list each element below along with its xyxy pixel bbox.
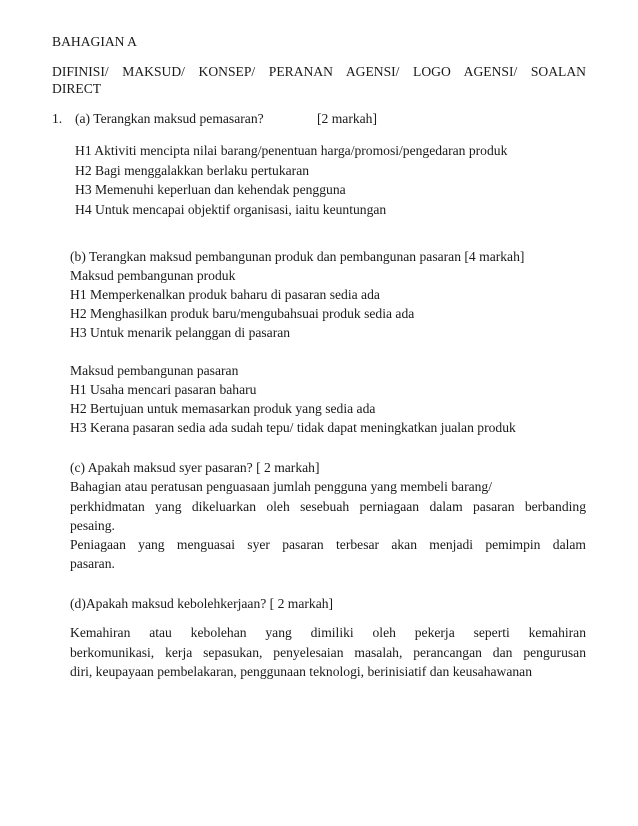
question-1a-marks: [2 markah]	[317, 111, 378, 126]
answer-1b-market-h1: H1 Usaha mencari pasaran baharu	[70, 382, 257, 397]
section-title: BAHAGIAN A	[52, 34, 137, 49]
question-1a-text: (a) Terangkan maksud pemasaran?	[75, 111, 264, 126]
question-number: 1.	[52, 111, 63, 126]
answer-1c-line1: Bahagian atau peratusan penguasaan jumlah pengguna yang membeli barang/	[70, 479, 493, 494]
answer-1c-line5: pasaran.	[70, 556, 115, 571]
answer-1a-h2: H2 Bagi menggalakkan berlaku pertukaran	[75, 163, 310, 178]
answer-1c-line4: Peniagaan yang menguasai syer pasaran terbesar akan menjadi pemimpin dalam	[70, 537, 586, 552]
answer-1b-product-h3: H3 Untuk menarik pelanggan di pasaran	[70, 325, 291, 340]
answer-1b-market-heading: Maksud pembangunan pasaran	[70, 363, 239, 378]
answer-1a-h4: H4 Untuk mencapai objektif organisasi, iaitu keuntungan	[75, 202, 387, 217]
answer-1b-product-h2: H2 Menghasilkan produk baru/mengubahsuai produk sedia ada	[70, 306, 415, 321]
section-subtitle-line2: DIRECT	[52, 81, 102, 96]
answer-1b-product-heading: Maksud pembangunan produk	[70, 268, 236, 283]
question-1c-text: (c) Apakah maksud syer pasaran? [ 2 markah]	[70, 460, 320, 475]
answer-1c-line3: pesaing.	[70, 518, 115, 533]
question-1b-text: (b) Terangkan maksud pembangunan produk dan pembangunan pasaran [4 markah]	[70, 249, 525, 264]
answer-1b-market-h2: H2 Bertujuan untuk memasarkan produk yang sedia ada	[70, 401, 376, 416]
answer-1c-line2: perkhidmatan yang dikeluarkan oleh sesebuah perniagaan dalam pasaran berbanding	[70, 499, 586, 514]
section-subtitle-line1: DIFINISI/ MAKSUD/ KONSEP/ PERANAN AGENSI/ LOGO AGENSI/ SOALAN	[52, 64, 586, 79]
answer-1a-h3: H3 Memenuhi keperluan dan kehendak pengguna	[75, 182, 346, 197]
answer-1d-line3: diri, keupayaan pembelakaran, penggunaan teknologi, berinisiatif dan keusahawanan	[70, 664, 533, 679]
answer-1b-market-h3: H3 Kerana pasaran sedia ada sudah tepu/ tidak dapat meningkatkan jualan produk	[70, 420, 516, 435]
answer-1a-h1: H1 Aktiviti mencipta nilai barang/penentuan harga/promosi/pengedaran produk	[75, 143, 508, 158]
answer-1b-product-h1: H1 Memperkenalkan produk baharu di pasaran sedia ada	[70, 287, 380, 302]
question-1d-text: (d)Apakah maksud kebolehkerjaan? [ 2 markah]	[70, 596, 334, 611]
answer-1d-line1: Kemahiran atau kebolehan yang dimiliki oleh pekerja seperti kemahiran	[70, 625, 586, 640]
answer-1d-line2: berkomunikasi, kerja sepasukan, penyelesaian masalah, perancangan dan pengurusan	[70, 645, 586, 660]
